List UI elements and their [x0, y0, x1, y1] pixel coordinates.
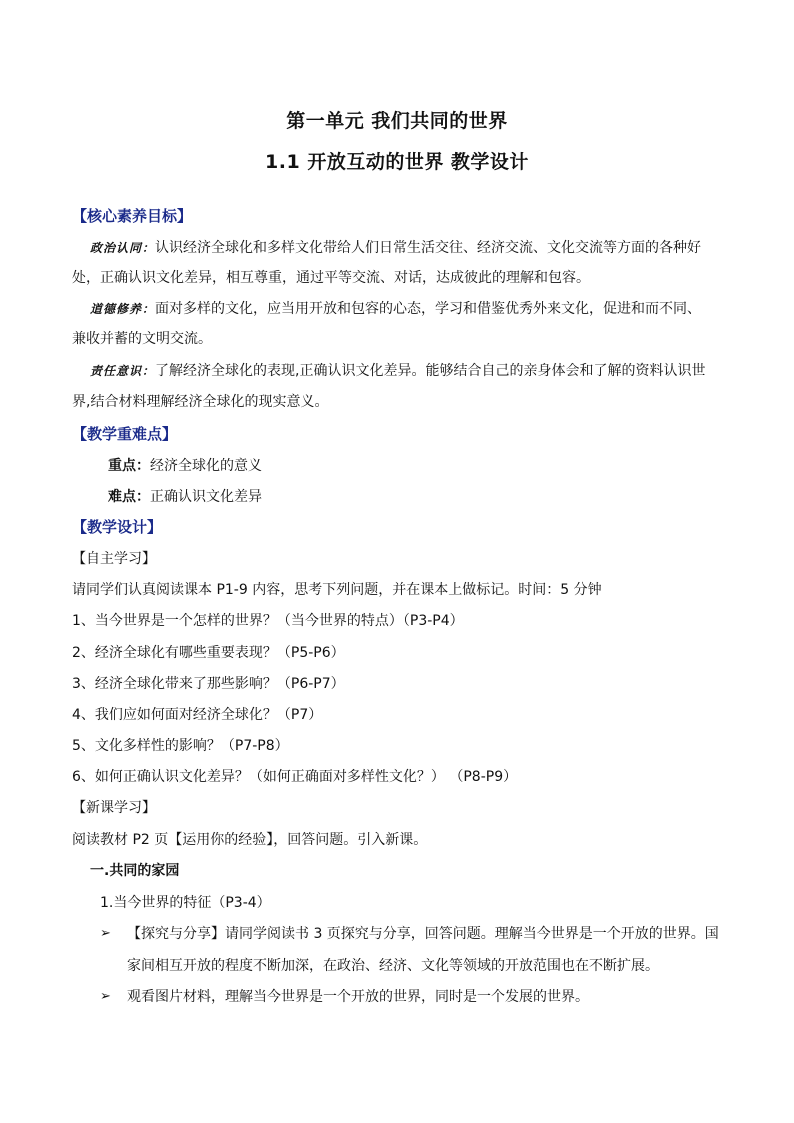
goal-moral-lead: 道德修养：: [90, 302, 156, 316]
bullet-arrow-icon: ➢: [100, 926, 111, 941]
unit-title: 第一单元 我们共同的世界: [286, 110, 508, 132]
self-study-heading: 【自主学习】: [72, 551, 156, 567]
goal-responsibility-text: 了解经济全球化的表现,正确认识文化差异。能够结合自己的亲身体会和了解的资料认识世: [155, 363, 706, 379]
bullet-images-line: 观看图片材料，理解当今世界是一个开放的世界，同时是一个发展的世界。: [127, 989, 589, 1005]
part-heading: 一.共同的家园: [90, 863, 180, 879]
goal-political-text: 认识经济全球化和多样文化带给人们日常生活交往、经济交流、文化交流等方面的各种好: [155, 240, 702, 256]
goal-moral-text: 面对多样的文化，应当用开放和包容的心态，学习和借鉴优秀外来文化，促进和而不同、: [155, 301, 702, 317]
goal-responsibility-line2: 界,结合材料理解经济全球化的现实意义。: [72, 394, 329, 410]
goal-moral-line1: [90, 299, 701, 319]
goal-political-lead: 政治认同：: [90, 241, 156, 255]
bullet-arrow-icon: ➢: [100, 989, 111, 1004]
goal-political-line1: [90, 238, 701, 258]
new-lesson-intro: 阅读教材 P2 页【运用你的经验】，回答问题。引入新课。: [72, 832, 428, 848]
focus-line: [108, 456, 262, 476]
focus-label: 重点：: [108, 458, 150, 474]
section-teaching-design: 【教学设计】: [72, 518, 163, 536]
section-core-goals: 【核心素养目标】: [72, 207, 193, 225]
question-item: 2、经济全球化有哪些重要表现？（P5-P6）: [72, 645, 345, 661]
lesson-title: 1.1 开放互动的世界 教学设计: [265, 151, 529, 173]
question-item: 4、我们应如何面对经济全球化？（P7）: [72, 707, 323, 723]
bullet-explore-line2: 家间相互开放的程度不断加深，在政治、经济、文化等领域的开放范围也在不断扩展。: [127, 958, 659, 974]
focus-text: 经济全球化的意义: [150, 458, 262, 474]
question-item: 6、如何正确认识文化差异？（如何正确面对多样性文化？） （P8-P9）: [72, 769, 518, 785]
section-key-points: 【教学重难点】: [72, 425, 178, 443]
difficulty-label: 难点：: [108, 489, 150, 505]
bullet-explore-line1: 【探究与分享】请同学阅读书 3 页探究与分享，回答问题。理解当今世界是一个开放的世界。国: [127, 926, 719, 942]
question-item: 5、文化多样性的影响？（P7-P8）: [72, 738, 289, 754]
self-study-intro: 请同学们认真阅读课本 P1-9 内容，思考下列问题，并在课本上做标记。时间：5 分钟: [72, 582, 602, 598]
difficulty-text: 正确认识文化差异: [150, 489, 262, 505]
goal-responsibility-line1: [90, 361, 705, 381]
new-lesson-heading: 【新课学习】: [72, 800, 156, 816]
goal-responsibility-lead: 责任意识：: [90, 364, 156, 378]
question-item: 1、当今世界是一个怎样的世界？（当今世界的特点）（P3-P4）: [72, 613, 464, 629]
goal-political-line2: 处，正确认识文化差异，相互尊重，通过平等交流、对话，达成彼此的理解和包容。: [72, 270, 590, 286]
sub-heading: 1.当今世界的特征（P3-4）: [100, 895, 271, 911]
goal-moral-line2: 兼收并蓄的文明交流。: [72, 331, 212, 347]
question-item: 3、经济全球化带来了那些影响？（P6-P7）: [72, 676, 345, 692]
difficulty-line: [108, 487, 262, 507]
